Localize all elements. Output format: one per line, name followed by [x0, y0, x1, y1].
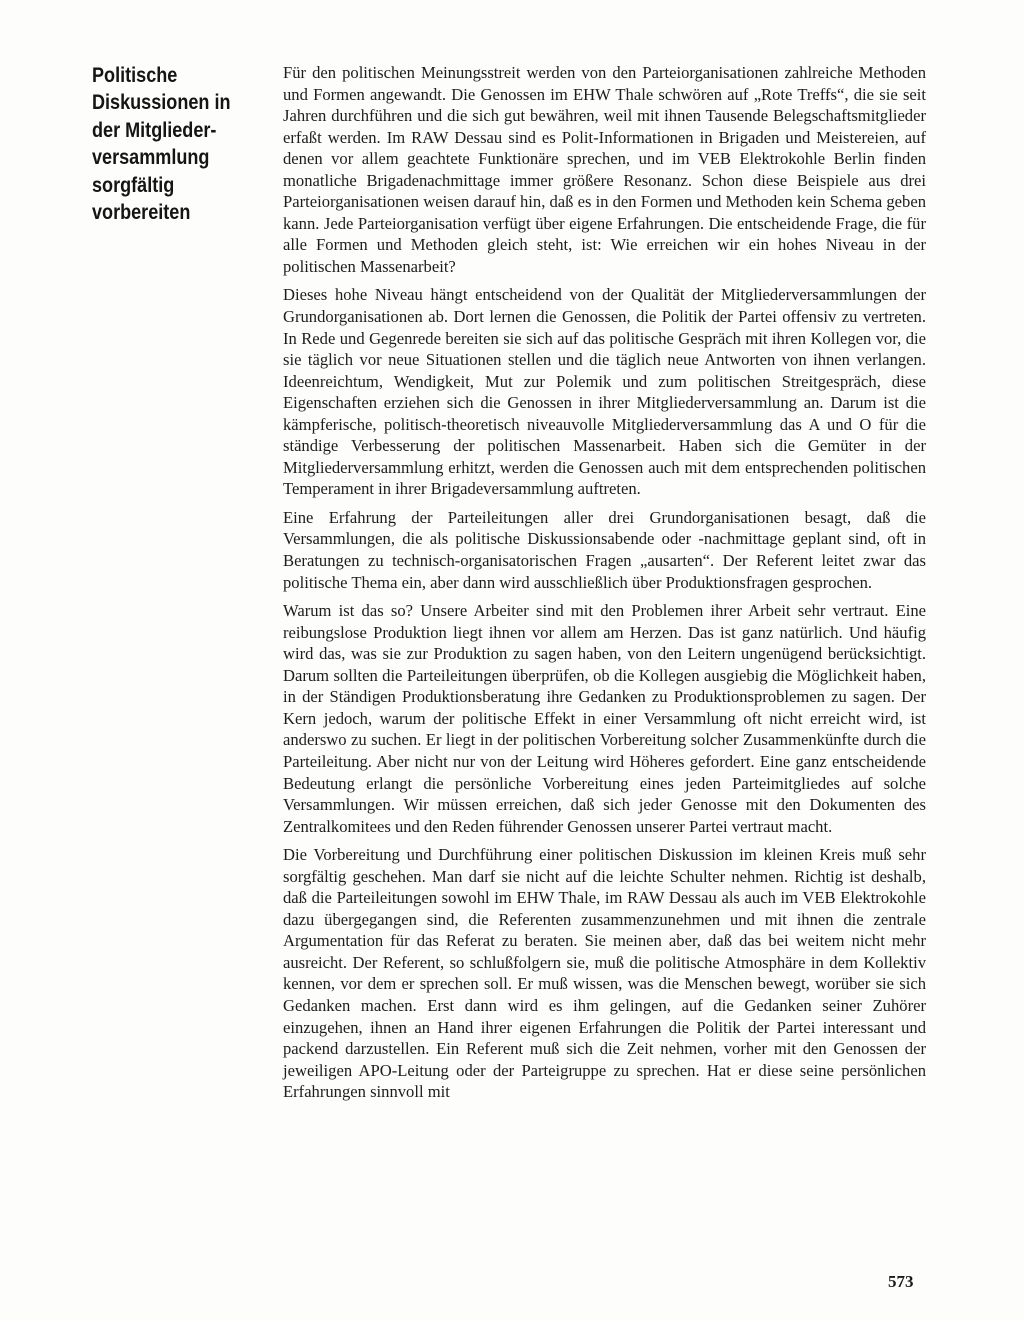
margin-heading	[92, 62, 236, 226]
body-paragraph: Warum ist das so? Unsere Arbeiter sind mit den Problemen ihrer Arbeit sehr vertraut. Eine reibungslose Produktion liegt ihnen vor allem am Herzen. Das ist ganz natürlich. Und häufig wird das, was sie zur Produktion zu sagen haben, von den Leitern ungenügend berücksichtigt. Darum sollten die Parteileitungen überprüfen, ob die Kollegen ausgiebig die Möglichkeit haben, in der Ständigen Produktionsberatung ihre Gedanken zu Produktionsproblemen zu sagen. Der Kern jedoch, warum der politische Effekt in einer Versammlung oft nicht erreicht wird, ist anderswo zu suchen. Er liegt in der politischen Vorbereitung solcher Zusammenkünfte durch die Parteileitung. Aber nicht nur von der Leitung wird Höheres gefordert. Eine ganz entscheidende Bedeutung erlangt die persönliche Vorbereitung eines jeden Parteimitgliedes auf solche Versammlungen. Wir müssen erreichen, daß sich jeder Genosse mit den Dokumenten des Zentralkomitees und den Reden führender Genossen unserer Partei vertraut macht.	[283, 601, 926, 836]
margin-heading-line: der Mitglieder-	[92, 118, 217, 142]
body-paragraph: Die Vorbereitung und Durchführung einer politischen Diskussion im kleinen Kreis muß sehr sorgfältig geschehen. Man darf sie nicht auf die leichte Schulter nehmen. Richtig ist deshalb, daß die Parteileitungen sowohl im EHW Thale, im RAW Dessau als auch im VEB Elektrokohle dazu übergegangen sind, die Referenten zusammenzunehmen und mit ihnen die zentrale Argumentation für das Referat zu beraten. Sie meinen aber, daß das bei weitem nicht mehr ausreicht. Der Referent, so schlußfolgern sie, muß die politische Atmosphäre in dem Kollektiv kennen, vor dem er sprechen soll. Er muß wissen, was die Menschen bewegt, worüber sie sich Gedanken machen. Erst dann wird es ihm gelingen, auf die Gedanken seiner Zuhörer einzugehen, ihnen an Hand ihrer eigenen Erfahrungen die Politik der Partei interessant und packend darzustellen. Ein Referent muß sich die Zeit nehmen, vorher mit den Genossen der jeweiligen APO-Leitung oder der Parteigruppe zu sprechen. Hat er diese seine persönlichen Erfahrungen sinnvoll mit	[283, 845, 926, 1102]
margin-heading-column	[92, 62, 260, 226]
margin-heading-line: sorgfältig	[92, 173, 175, 197]
page-number: 573	[888, 1272, 914, 1291]
body-paragraph: Für den politischen Meinungsstreit werden von den Parteiorganisationen zahlreiche Methoden und Formen angewandt. Die Genossen im EHW Thale schwören auf „Rote Treffs“, die sie seit Jahren durchführen und die sich gut bewähren, weil mit ihnen Tausende Belegschaftsmitglieder erfaßt werden. Im RAW Dessau sind es Polit-Informationen in Brigaden und Meistereien, auf denen vor allem geachtete Funktionäre sprechen, und im VEB Elektrokohle Berlin finden monatliche Brigadenachmittage immer größere Resonanz. Schon diese Beispiele aus drei Parteiorganisationen weisen darauf hin, daß es in den Formen und Methoden kein Schema geben kann. Jede Parteiorganisation verfügt über eigene Erfahrungen. Die entscheidende Frage, die für alle Formen und Methoden gleich steht, ist: Wie erreichen wir ein hohes Niveau in der politischen Massenarbeit?	[283, 63, 926, 276]
margin-heading-line: Politische	[92, 64, 178, 87]
margin-heading-line: vorbereiten	[92, 201, 191, 225]
body-paragraph: Eine Erfahrung der Parteileitungen aller drei Grundorganisationen besagt, daß die Versammlungen, die als politische Diskussionsabende oder -nachmittage geplant sind, oft in Beratungen zu technisch-organisatorischen Fragen „ausarten“. Der Referent leitet zwar das politische Thema ein, aber dann wird ausschließlich über Produktionsfragen gesprochen.	[283, 507, 926, 592]
margin-heading-line: Diskussionen in	[92, 91, 231, 115]
body-text-column	[283, 62, 926, 1110]
body-paragraph: Dieses hohe Niveau hängt entscheidend von der Qualität der Mitgliederversammlungen der Grundorganisationen ab. Dort lernen die Genossen, die Politik der Partei offensiv zu vertreten. In Rede und Gegenrede bereiten sie sich auf das politische Gespräch mit ihren Kollegen vor, die sie täglich vor neue Situationen stellen und die täglich neue Antworten von ihnen verlangen. Ideenreichtum, Wendigkeit, Mut zur Polemik und zum politischen Streitgespräch, diese Eigenschaften erziehen sich die Genossen in ihrer Mitgliederversammlung an. Darum ist die kämpferische, politisch-theoretisch niveauvolle Mitgliederversammlung das A und O für die ständige Verbesserung der politischen Massenarbeit. Haben sich die Gemüter in der Mitgliederversammlung erhitzt, werden die Genossen auch mit dem entsprechenden politischen Temperament in ihrer Brigadeversammlung auftreten.	[283, 285, 926, 499]
margin-heading-line: versammlung	[92, 146, 210, 170]
